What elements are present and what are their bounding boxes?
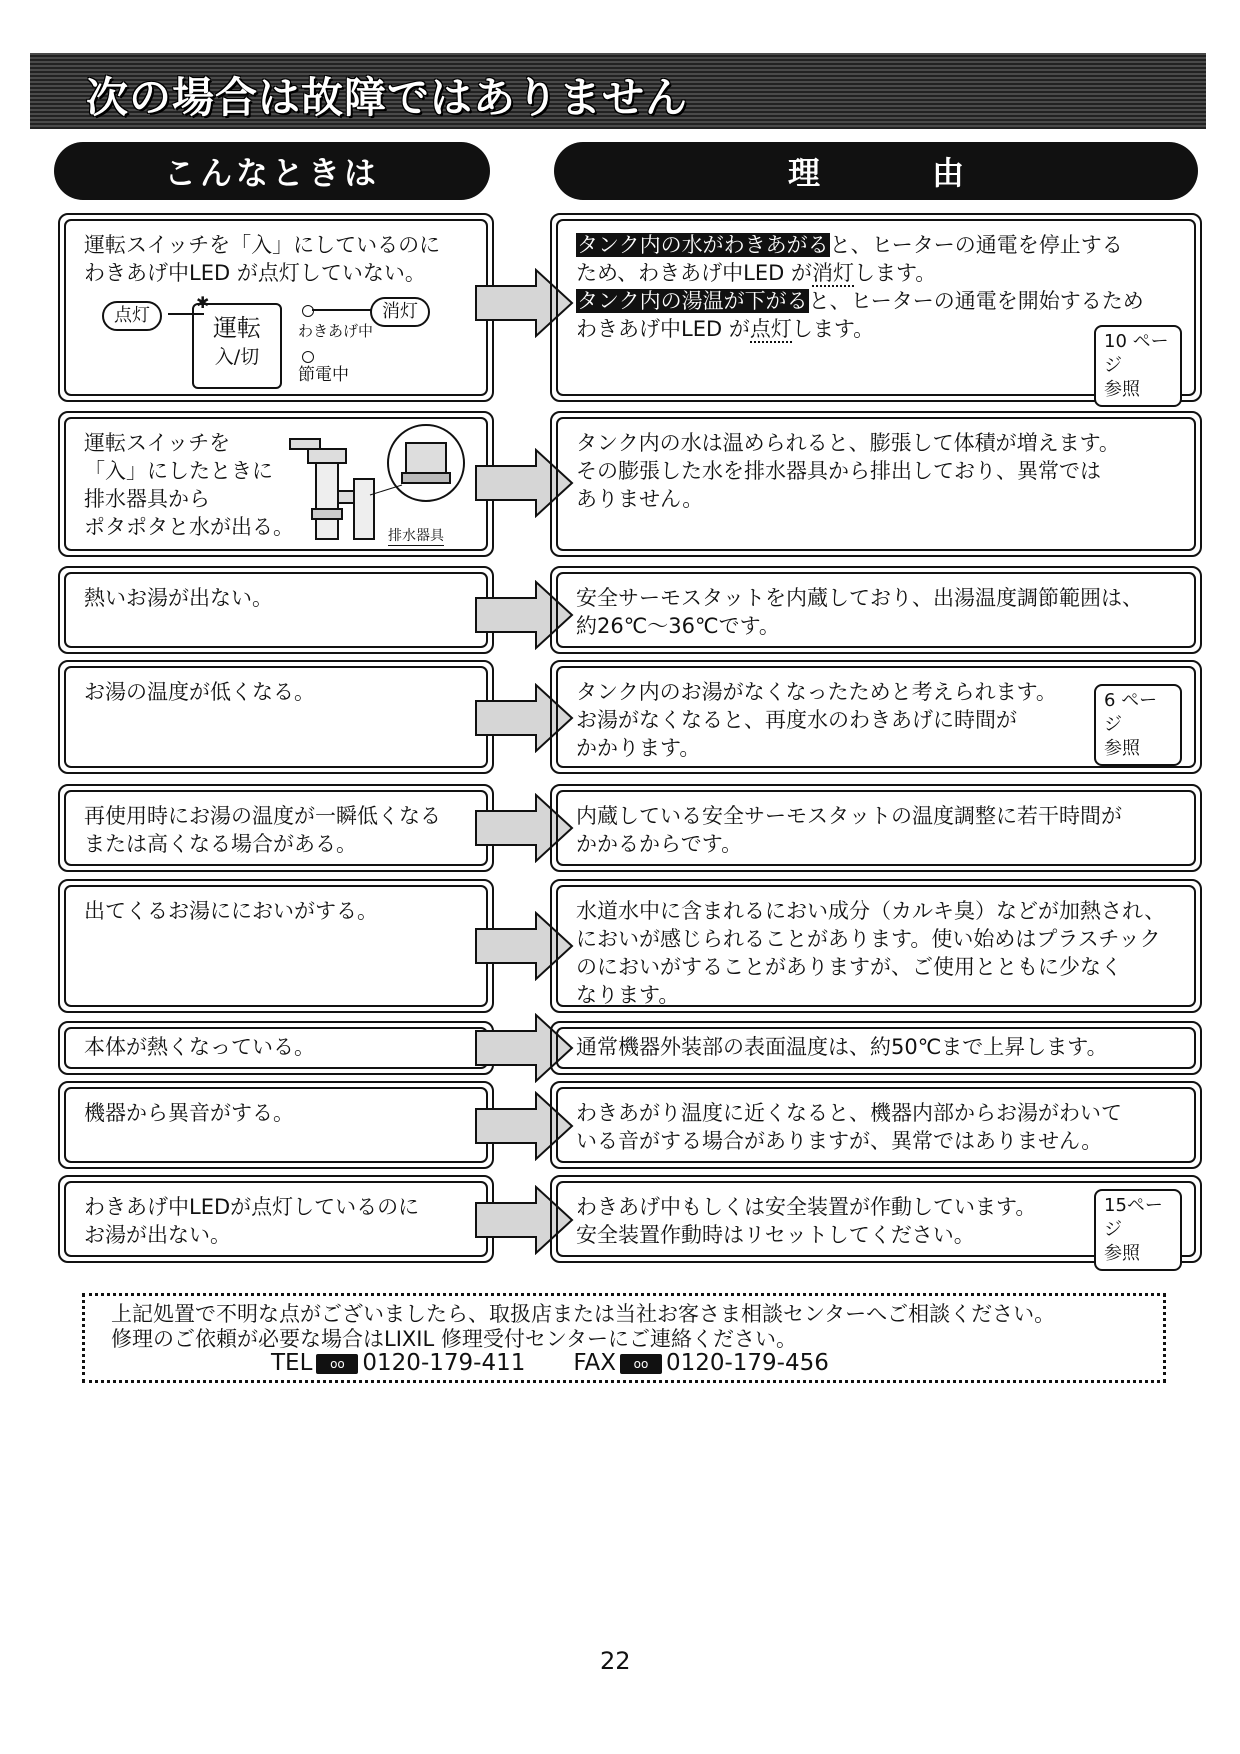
drain-fitting-label: 排水器具 xyxy=(388,528,444,544)
reason-text: かかるからです。 xyxy=(576,832,743,856)
reason-text: わきあがり温度に近くなると、機器内部からお湯がわいて xyxy=(576,1101,1122,1125)
symptom-text: 機器から異音がする。 xyxy=(84,1101,294,1125)
reason-text: 約26℃～36℃です。 xyxy=(576,614,780,638)
drain-fitting-illustration xyxy=(284,423,480,549)
symptom-text: 熱いお湯が出ない。 xyxy=(84,586,273,610)
tel-number: 0120-179-411 xyxy=(362,1350,526,1376)
symptom-text: または高くなる場合がある。 xyxy=(84,832,357,856)
fax-number: 0120-179-456 xyxy=(665,1350,829,1376)
title-banner xyxy=(30,53,1206,129)
page-title: 次の場合は故障ではありません xyxy=(86,73,689,122)
reason-text: 水道水中に含まれるにおい成分（カルキ臭）などが加熱され、 xyxy=(576,899,1166,923)
symptom-box-1 xyxy=(58,213,494,402)
reason-text: ありません。 xyxy=(576,487,704,511)
page-number: 22 xyxy=(600,1647,631,1675)
reason-text: 安全装置作動時はリセットしてください。 xyxy=(576,1223,975,1247)
page-ref-badge: 6 ページ 参照 xyxy=(1094,684,1182,766)
symptom-text: 「入」にしたときに xyxy=(84,459,273,483)
highlight-text: タンク内の水がわきあがる xyxy=(577,233,829,257)
symptom-text: 運転スイッチを「入」にしているのに xyxy=(84,233,441,257)
note-line: 上記処置で不明な点がございましたら、取扱店または当社お客さま相談センターへご相談ください。 xyxy=(111,1302,1056,1326)
header-reason: 理 由 xyxy=(554,142,1198,200)
switch-box xyxy=(192,303,282,389)
led-indicator-icon xyxy=(302,305,314,317)
reason-text: かかります。 xyxy=(576,736,701,760)
switch-main-label: 運転 xyxy=(213,314,261,342)
tel-label: TEL xyxy=(271,1350,313,1376)
symptom-box-7 xyxy=(58,1021,494,1075)
symptom-box-3 xyxy=(58,566,494,654)
reason-box-6 xyxy=(550,879,1202,1013)
symptom-text: 本体が熱くなっている。 xyxy=(84,1035,315,1059)
note-line: 修理のご依頼が必要な場合はLIXIL 修理受付センターにご連絡ください。 xyxy=(111,1327,798,1351)
reason-box-8 xyxy=(550,1081,1202,1169)
control-panel-illustration xyxy=(80,293,460,387)
reason-box-3 xyxy=(550,566,1202,654)
freedial-icon: oo xyxy=(316,1354,358,1374)
symptom-text: 出てくるお湯ににおいがする。 xyxy=(84,899,378,923)
reason-text: タンク内の水は温められると、膨張して体積が増えます。 xyxy=(576,431,1120,455)
symptom-text: わきあげ中LED が点灯していない。 xyxy=(84,261,426,285)
fax-label: FAX xyxy=(573,1350,616,1376)
symptom-box-4 xyxy=(58,660,494,774)
reason-text: のにおいがすることがありますが、ご使用とともに少なく xyxy=(576,955,1122,979)
symptom-box-5 xyxy=(58,784,494,872)
symptom-text: ポタポタと水が出る。 xyxy=(84,515,294,539)
led-saving-label: 節電中 xyxy=(298,365,349,385)
reason-box-7 xyxy=(550,1021,1202,1075)
reason-box-2 xyxy=(550,411,1202,557)
reason-box-4 xyxy=(550,660,1202,774)
reason-text: なります。 xyxy=(576,983,680,1007)
led-heating-label: わきあげ中 xyxy=(298,322,374,340)
reason-box-5 xyxy=(550,784,1202,872)
symptom-text: 運転スイッチを xyxy=(84,431,231,455)
page-ref-badge: 15ページ 参照 xyxy=(1094,1189,1182,1271)
lit-callout: 点灯 xyxy=(102,301,162,331)
reason-text: いる音がする場合がありますが、異常ではありません。 xyxy=(576,1129,1103,1153)
symptom-text: お湯が出ない。 xyxy=(84,1223,231,1247)
symptom-box-9 xyxy=(58,1175,494,1263)
contact-numbers xyxy=(271,1351,829,1376)
symptom-box-8 xyxy=(58,1081,494,1169)
reason-text: 安全サーモスタットを内蔵しており、出湯温度調節範囲は、 xyxy=(576,586,1143,610)
reason-text: 内蔵している安全サーモスタットの温度調整に若干時間が xyxy=(576,804,1122,828)
contact-note xyxy=(82,1293,1166,1383)
symptom-text: わきあげ中LEDが点灯しているのに xyxy=(84,1195,420,1219)
reason-text: においが感じられることがあります。使い始めはプラスチック xyxy=(576,927,1161,951)
reason-text: タンク内のお湯がなくなったためと考えられます。 xyxy=(576,680,1057,704)
unlit-callout: 消灯 xyxy=(370,297,430,327)
reason-text: その膨張した水を排水器具から排出しており、異常では xyxy=(576,459,1101,483)
sparkle-icon: ✱ xyxy=(196,293,210,312)
reason-text: わきあげ中もしくは安全装置が作動しています。 xyxy=(576,1195,1037,1219)
symptom-text: 再使用時にお湯の温度が一瞬低くなる xyxy=(84,804,441,828)
callout-line xyxy=(312,309,372,311)
page-ref-badge: 10 ページ 参照 xyxy=(1094,325,1182,407)
header-symptom: こんなときは xyxy=(54,142,490,200)
symptom-box-2 xyxy=(58,411,494,557)
symptom-text: 排水器具から xyxy=(84,487,210,511)
freedial-icon: oo xyxy=(620,1354,662,1374)
symptom-text: お湯の温度が低くなる。 xyxy=(84,680,315,704)
switch-sub-label: 入/切 xyxy=(214,346,260,368)
reason-box-9 xyxy=(550,1175,1202,1263)
symptom-box-6 xyxy=(58,879,494,1013)
reason-box-1: タンク内の水がわきあがると、ヒーターの通電を停止する ため、わきあげ中LED が消灯します。 タンク内の湯温が下がると、ヒーターの通電を開始するため わきあげ中LED が点灯します。 10 ページ 参照 xyxy=(550,213,1202,402)
highlight-text: タンク内の湯温が下がる xyxy=(577,289,808,313)
reason-text: 通常機器外装部の表面温度は、約50℃まで上昇します。 xyxy=(576,1035,1108,1059)
reason-text: お湯がなくなると、再度水のわきあげに時間が xyxy=(576,708,1017,732)
